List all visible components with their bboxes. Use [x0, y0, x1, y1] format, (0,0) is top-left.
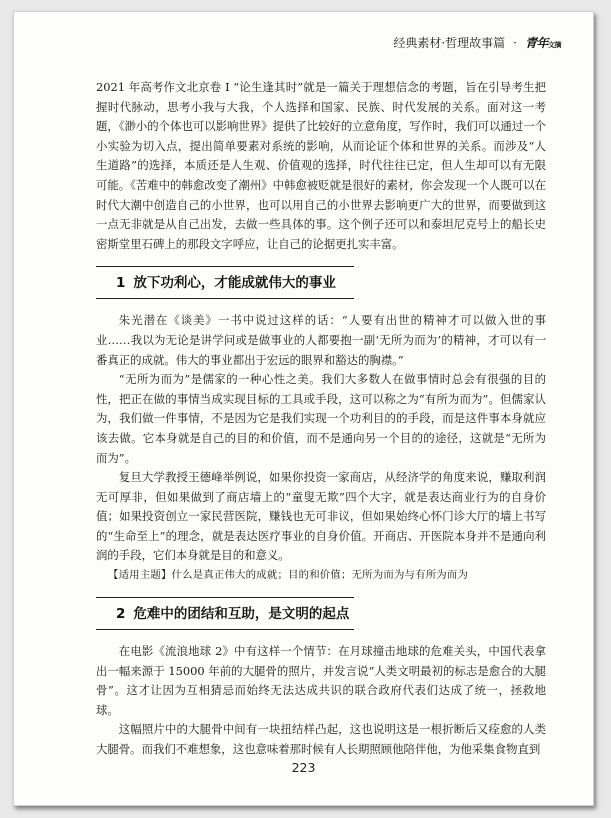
section-number: 1: [116, 275, 126, 292]
magazine-logo: 青年文摘: [524, 36, 561, 50]
section-title: 放下功利心，才能成就伟大的事业: [133, 275, 336, 292]
section-title: 危难中的团结和互助，是文明的起点: [133, 606, 350, 623]
header-separator: ·: [513, 35, 517, 50]
document-page: [13, 11, 594, 806]
section-number: 2: [116, 606, 126, 623]
body-paragraph: 在电影《流浪地球 2》中有这样一个情节：在月球撞击地球的危难关头，中国代表拿出一幅来源于 15000 年前的大腿骨的照片，并发言说“人类文明最初的标志是愈合的大腿骨”。这才让因为互相猜忌而始终无法达成共识的联合政府代表们达成了统一，拯救地球。: [96, 644, 546, 717]
section-heading-1: [96, 266, 354, 299]
body-paragraph: 这幅照片中的大腿骨中间有一块扭结样凸起，这也说明这是一根折断后又痊愈的人类大腿骨。而我们不难想象，这也意味着那时候有人长期照顾他陪伴他，为他采集食物直到: [96, 722, 546, 757]
body-paragraph: “无所为而为”是儒家的一种心性之美。我们大多数人在做事情时总会有很强的目的性，把正在做的事情当成实现目标的工具或手段，这可以称之为“有所为而为”。但儒家认为，我们做一件事情，不是因为它是我们实现一个功利目的的手段，而是这件事本身就应该去做。它本身就是自己的目的和价值，而不是通向另一个目的的途径，这就是“无所为而为”。: [96, 372, 546, 465]
running-header: [393, 34, 561, 51]
body-paragraph: 朱光潜在《谈美》一书中说过这样的话：“人要有出世的精神才可以做入世的事业……我以为无论是讲学问或是做事业的人都要抱一副‘无所为而为’的精神，才可以有一番真正的成就。伟大的事业都出于宏远的眼界和豁达的胸襟。”: [96, 313, 546, 367]
page-number: 223: [291, 760, 316, 775]
applicable-topics: 【适用主题】什么是真正伟大的成就；目的和价值；无所为而为与有所为而为: [108, 569, 469, 582]
article-body: [96, 78, 546, 760]
header-title: 经典素材·哲理故事篇: [393, 36, 506, 50]
section-heading-2: [96, 597, 354, 630]
body-paragraph: 复旦大学教授王德峰举例说，如果你投资一家商店，从经济学的角度来说，赚取利润无可厚非，但如果做到了商店墙上的“童叟无欺”四个大字，就是表达商业行为的自身价值；如果投资创立一家民营医院，赚钱也无可非议，但如果始终心怀门诊大厅的墙上书写的“生命至上”的理念，就是表达医疗事业的自身价值。开商店、开医院本身并不是通向利润的手段，它们本身就是目的和意义。: [96, 470, 546, 563]
intro-paragraph: 2021 年高考作文北京卷 I “论生逢其时”就是一篇关于理想信念的考题，旨在引导考生把握时代脉动，思考小我与大我，个人选择和国家、民族、时代发展的关系。面对这一考题，《渺小的个体也可以影响世界》提供了比较好的立意角度，写作时，我们可以通过一个小实验为切入点，提出简单要素对系统的影响，从而论证个体和世界的关系。而涉及“人生道路”的选择，本质还是人生观、价值观的选择，时代往往已定，但人生却可以有无限可能。《苦难中的韩愈改变了潮州》中韩愈被贬就是很好的素材，你会发现一个人既可以在时代大潮中创造自己的小世界，也可以用自己的小世界去影响更广大的世界，而要做到这一点无非就是从自己出发，去做一些具体的事。这个例子还可以和泰坦尼克号上的船长史密斯堂里石碑上的那段文字呼应，让自己的论据更扎实丰富。: [96, 80, 546, 251]
